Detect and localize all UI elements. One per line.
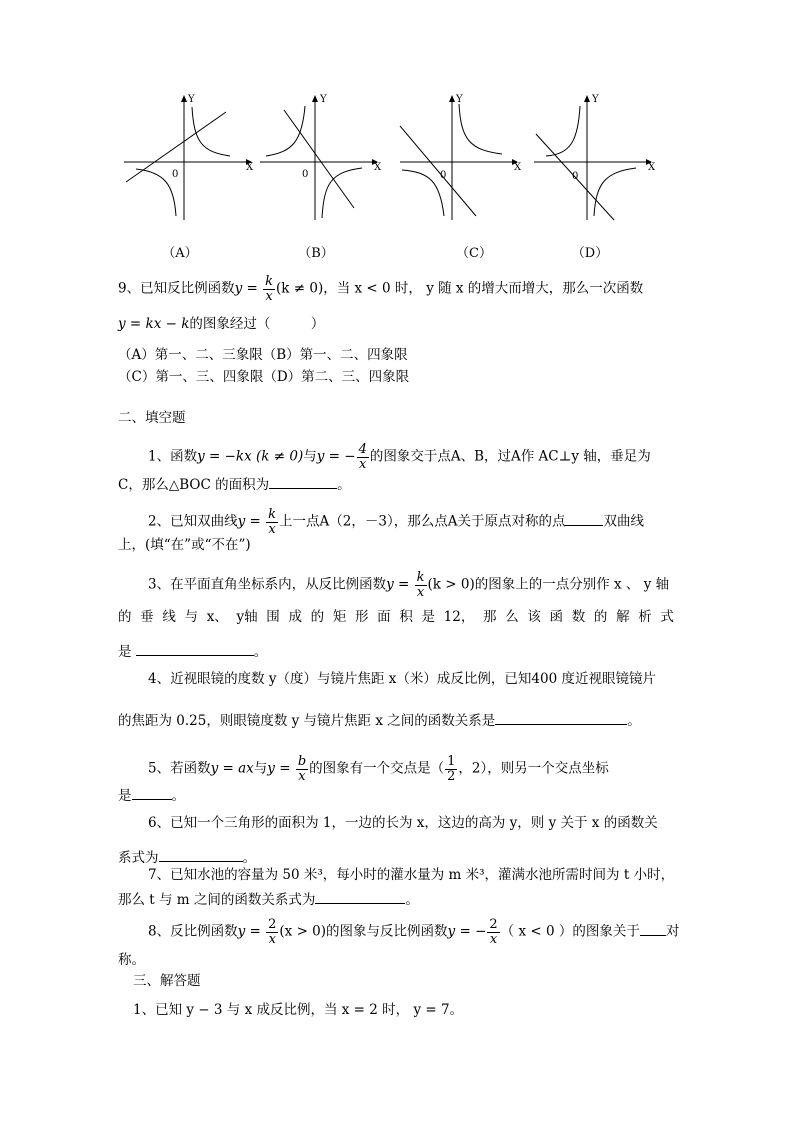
s2-q2-line2: 上，(填“在”或“不在”) xyxy=(118,537,251,553)
q3-line2-part: 那 xyxy=(483,609,497,625)
svg-text:Y: Y xyxy=(456,94,463,105)
answer-blank[interactable] xyxy=(269,476,337,489)
graph-b-label: （B） xyxy=(298,246,334,261)
s2-q8-line1: 8、反比例函数y = $\frac{2}{x}$ (x > 0)的图象与反比例函数y = − $\frac{2}{x}$ （ x < 0 ）的图象关于 对 xyxy=(148,917,680,947)
svg-text:X: X xyxy=(374,162,382,173)
s2-q2-line1: 2、已知双曲线y = $\frac{k}{x}$ 上一点A（2，－3），那么点A关于原点对称的点 双曲线 xyxy=(148,507,644,537)
s2-q7-line2: 那么 t 与 m 之间的函数关系式为 。 xyxy=(118,892,419,908)
s2-q1-line2: C，那么△BOC 的面积为 。 xyxy=(118,477,351,493)
s2-q3-line2 xyxy=(118,611,674,625)
answer-blank[interactable] xyxy=(565,513,603,526)
graph-d-label: （D） xyxy=(571,246,609,261)
svg-text:0: 0 xyxy=(302,169,309,180)
svg-text:X: X xyxy=(246,162,254,173)
s2-q4-line2: 的焦距为 0.25，则眼镜度数 y 与镜片焦距 x 之间的函数关系是 。 xyxy=(118,713,641,729)
s2-q8-line2: 称。 xyxy=(118,952,145,968)
s2-q5-line1: 5、若函数y = ax与y = $\frac{b}{x}$ 的图象有一个交点是（ $\frac{1}{2}$ ，2），则另一个交点坐标 xyxy=(148,754,609,784)
q3-line2-part: 数 xyxy=(571,609,586,625)
s2-q3-line3: 是 。 xyxy=(118,644,268,660)
graph-a-label: （A） xyxy=(162,246,198,261)
s2-q6-line1: 6、已知一个三角形的面积为 1，一边的长为 x，这边的高为 y，则 y 关于 x 的函数关 xyxy=(148,815,658,831)
svg-text:0: 0 xyxy=(572,171,579,182)
graph-options xyxy=(118,92,678,261)
q3-line2-part: 的 xyxy=(118,609,132,625)
q3-line2-part: 线 xyxy=(162,609,176,625)
svg-text:Y: Y xyxy=(320,94,327,105)
q3-line2-part: 面 xyxy=(377,609,391,625)
s2-q3-line1: 3、在平面直角坐标系内，从反比例函数y = $\frac{k}{x}$ (k > 0)的图象上的一点分别作 x 、 y 轴 xyxy=(148,570,670,600)
q3-line2-part: 函 xyxy=(549,609,564,625)
graph-c-plot xyxy=(398,92,533,227)
svg-text:Y: Y xyxy=(188,94,195,105)
q9-line2: y = kx − k的图象经过（ ） xyxy=(118,316,325,332)
graph-d xyxy=(532,92,667,227)
q3-line2-part: 么 xyxy=(505,609,519,625)
q3-line2-part: 形 xyxy=(354,609,369,625)
q3-line2-part: 矩 xyxy=(332,609,347,625)
graph-a xyxy=(122,92,257,227)
q3-line2-part: 的 xyxy=(310,609,325,625)
q3-line2-part: 的 xyxy=(593,609,608,625)
graph-c xyxy=(398,92,533,227)
q9-options-ab: （A）第一、二、三象限（B）第一、二、四象限 xyxy=(118,347,408,363)
graph-a-plot xyxy=(122,92,257,227)
answer-blank[interactable] xyxy=(136,643,254,656)
q3-line2-part: 解 xyxy=(616,609,630,625)
q3-line2-part: y轴 xyxy=(236,609,258,625)
graph-b-plot xyxy=(258,92,393,227)
q3-line2-part: 12， xyxy=(443,609,475,625)
s2-q1-line1: 1、函数y = −kx (k ≠ 0)与y = − $\frac{4}{x}$ 的图象交于点A、B，过A作 AC⊥y 轴，垂足为 xyxy=(148,442,651,472)
q3-line2-part: x、 xyxy=(206,609,228,625)
section2-title: 二、填空题 xyxy=(118,410,186,426)
graph-b xyxy=(258,92,393,227)
q3-line2-part: 垂 xyxy=(140,609,154,625)
q3-line2-part: 该 xyxy=(527,609,541,625)
graph-d-plot xyxy=(532,92,667,227)
svg-text:X: X xyxy=(514,162,522,173)
graph-c-label: （C） xyxy=(456,246,492,261)
answer-blank[interactable] xyxy=(159,849,243,862)
s2-q4-line1: 4、近视眼镜的度数 y（度）与镜片焦距 x（米）成反比例，已知400 度近视眼镜镜片 xyxy=(148,671,656,687)
s2-q5-line2: 是 。 xyxy=(118,788,185,804)
s2-q6-line2: 系式为 。 xyxy=(118,850,256,866)
q9-line1: 9、已知反比例函数y = $\frac{k}{x}$ (k ≠ 0)，当 x < 0 时， y 随 x 的增大而增大，那么一次函数 xyxy=(118,274,644,304)
q3-line2-part: 析 xyxy=(638,609,652,625)
q3-line2-part: 围 xyxy=(266,609,280,625)
answer-blank[interactable] xyxy=(640,923,666,936)
q3-line2-part: 式 xyxy=(660,609,674,625)
section3-title: 三、解答题 xyxy=(133,973,201,989)
svg-text:X: X xyxy=(648,162,656,173)
q3-line2-part: 成 xyxy=(288,609,302,625)
svg-text:Y: Y xyxy=(592,94,599,105)
answer-blank[interactable] xyxy=(132,787,172,800)
svg-text:0: 0 xyxy=(440,170,447,181)
answer-blank[interactable] xyxy=(315,891,405,904)
q3-line2-part: 积 xyxy=(399,609,413,625)
s3-q1: 1、已知 y − 3 与 x 成反比例，当 x = 2 时， y = 7。 xyxy=(133,1002,464,1018)
answer-blank[interactable] xyxy=(495,712,627,725)
svg-text:0: 0 xyxy=(172,169,179,180)
s2-q7-line1: 7、已知水池的容量为 50 米³，每小时的灌水量为 m 米³，灌满水池所需时间为 t 小时， xyxy=(148,867,675,883)
q3-line2-part: 与 xyxy=(184,609,199,625)
q3-line2-part: 是 xyxy=(421,609,435,625)
q9-options-cd: （C）第一、三、四象限（D）第二、三、四象限 xyxy=(118,369,410,385)
